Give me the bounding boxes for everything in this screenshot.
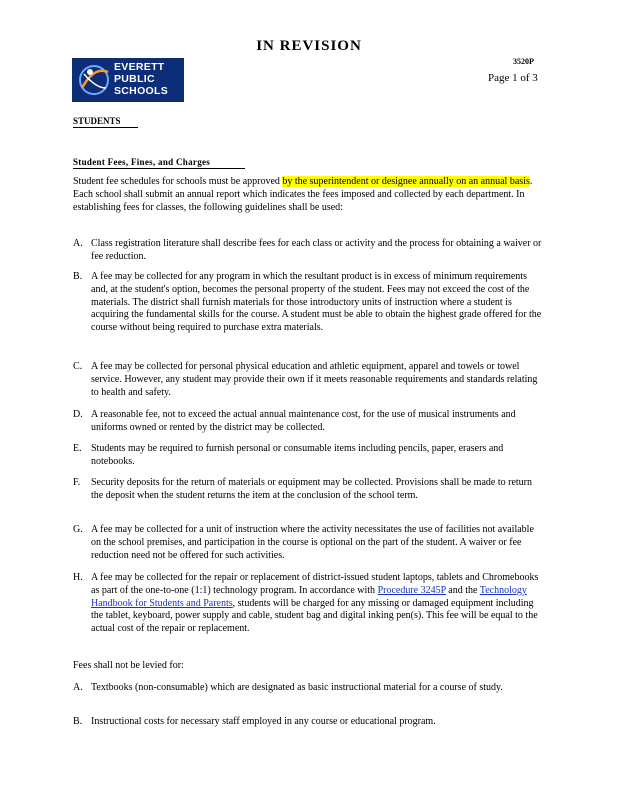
guideline-item-h: [73, 572, 543, 636]
item-label: H.: [73, 572, 83, 583]
technology-handbook-link[interactable]: Technology Handbook for Students and Parents: [91, 584, 527, 609]
guideline-item-g: [73, 524, 543, 562]
globe-icon: [74, 58, 114, 102]
item-text: Textbooks (non-consumable) which are designated as basic instructional material for a course of study.: [91, 682, 503, 693]
item-text-part: , students will be charged for any missing or damaged equipment including the tablet, keyboard, power supply and cable, student bag and digital inking pen(s). This fee will be equal to the actual cost of the repair or replacement.: [91, 597, 538, 635]
guideline-item-a: [73, 238, 543, 264]
section-label: STUDENTS: [73, 116, 121, 126]
item-text: Security deposits for the return of materials or equipment may be collected. Provisions shall be made to return the deposit when the student returns the item at the conclusion of the school term.: [91, 477, 532, 501]
document-title: IN REVISION: [256, 38, 362, 54]
page-number: Page 1 of 3: [488, 72, 538, 84]
item-label: F.: [73, 477, 81, 488]
intro-paragraph: [73, 176, 543, 214]
item-label: A.: [73, 238, 83, 249]
logo-line-1: EVERETT: [114, 61, 165, 73]
item-label: C.: [73, 361, 83, 372]
procedure-3245p-link[interactable]: Procedure 3245P: [377, 584, 446, 596]
guideline-item-e: [73, 443, 543, 469]
item-text: A reasonable fee, not to exceed the actual annual maintenance cost, for the use of musical instruments and uniforms owned or rented by the district may be collected.: [91, 409, 516, 433]
policy-code: 3520P: [513, 57, 534, 66]
logo-line-2: PUBLIC: [114, 73, 155, 85]
item-label: A.: [73, 682, 83, 693]
item-text: Instructional costs for necessary staff employed in any course or educational program.: [91, 716, 436, 727]
guideline-item-c: [73, 361, 543, 399]
guideline-item-b: [73, 271, 543, 335]
item-text: A fee may be collected for personal physical education and athletic equipment, apparel and towels or towel service. However, any student may provide their own if it meets reasonable requirements and standards relating to health and safety.: [91, 361, 538, 398]
item-label: D.: [73, 409, 83, 420]
intro-text: Student fee schedules for schools must be approved: [73, 176, 283, 187]
item-text-part: and the: [445, 584, 480, 596]
highlighted-text: by the superintendent or designee annually on an annual basis: [282, 176, 530, 187]
item-text-part: A fee may be collected for the repair or replacement of district-issued student laptops, tablets and Chromebooks as part of the one-to-one (1:1) technology program. In accordance with: [91, 572, 539, 596]
item-text: [91, 572, 543, 636]
item-label: E.: [73, 443, 82, 454]
subheading: Student Fees, Fines, and Charges: [73, 157, 211, 167]
item-text: A fee may be collected for any program in which the resultant product is in excess of minimum requirements and, at the student's option, becomes the personal property of the student. Fees may not exceed the cost of the materials. The district shall furnish materials for those introductory units of instruction where a student is acquiring the fundamental skills for the course. A student must be able to obtain the highest grade offered for the course without being required to purchase extra materials.: [91, 271, 542, 334]
item-text: Students may be required to furnish personal or consumable items including pencils, paper, erasers and notebooks.: [91, 443, 504, 467]
everett-public-schools-logo: [72, 58, 184, 102]
not-levied-item-a: [73, 682, 543, 695]
not-levied-item-b: [73, 716, 543, 729]
intro-text-continued: . Each school shall submit an annual report which indicates the fees imposed and collected by each department. In establishing fees for classes, the following guidelines shall be used:: [73, 176, 533, 213]
guideline-item-d: [73, 409, 543, 435]
item-label: G.: [73, 524, 83, 535]
section-underline: [73, 127, 138, 128]
subheading-underline: [73, 168, 245, 169]
item-label: B.: [73, 271, 83, 282]
item-text: A fee may be collected for a unit of instruction where the activity necessitates the use of facilities not available on the school premises, and participation in the course is optional on the part of the student. A waiver or fee reduction need not be offered for such activities.: [91, 524, 534, 561]
logo-line-3: SCHOOLS: [114, 85, 169, 97]
guideline-item-f: [73, 477, 543, 503]
item-text: Class registration literature shall describe fees for each class or activity and the process for obtaining a waiver or fee reduction.: [91, 238, 542, 262]
not-levied-heading: Fees shall not be levied for:: [73, 660, 184, 671]
item-label: B.: [73, 716, 83, 727]
